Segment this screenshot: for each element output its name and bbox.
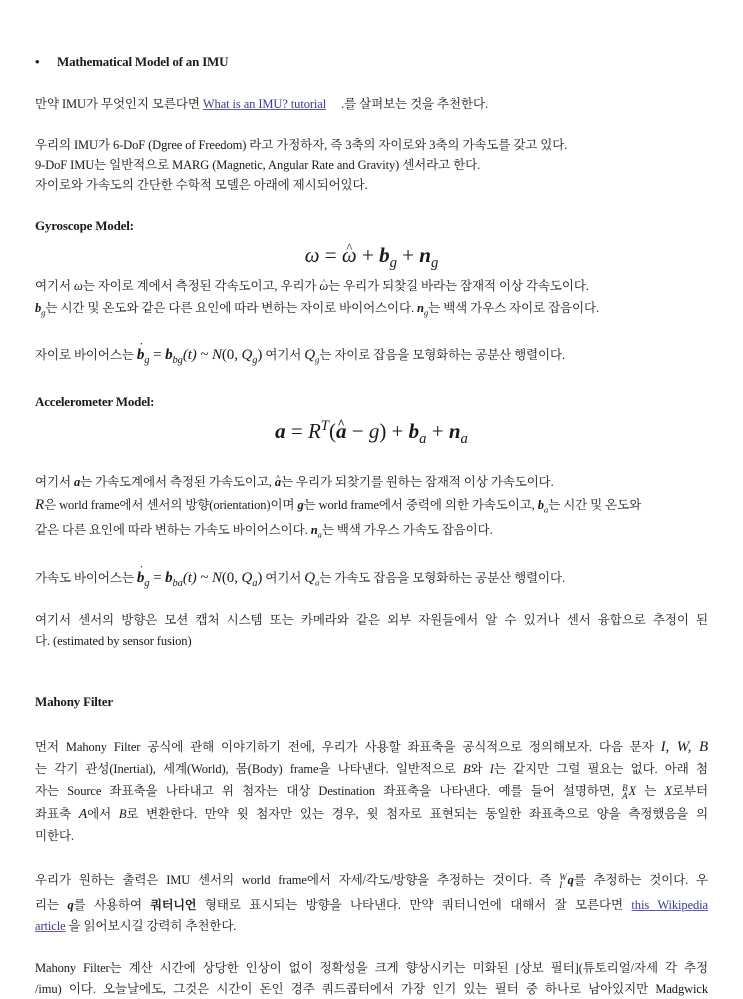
gyro-desc-line-1 [35,278,708,294]
subscript: g [144,578,150,589]
frame-symbols: I, W, B [660,739,709,755]
mahony-heading: Mahony Filter [35,694,113,709]
x-symbol: X [628,784,637,798]
b-frame-symbol: B [118,807,127,821]
mahony-p3-line-1: Mahony Filter는 계산 시간에 상당한 인상이 없이 정확성을 크게 향상시키는 미화된 [상보 필터](튜토리얼/자세 각 추정 [35,961,708,975]
section-title: Mathematical Model of an IMU [57,54,229,69]
text: 여기서 [265,571,305,585]
noise-symbol: n [310,523,318,537]
section-heading-imu-model [35,54,708,70]
bias-symbol: b [537,498,544,512]
mahony-p1-line-1 [35,739,708,755]
accel-bias-line [35,570,708,589]
mahony-p1-line-3 [35,783,708,800]
text: 로 변환한다. 만약 윗 첨자만 있는 경우, 윗 첨자로 표현되는 동일한 좌표축으로 양을 측정했음을 의 [126,807,708,821]
subscript: A [622,791,628,802]
text: 여기서 [35,475,74,489]
gyro-heading: Gyroscope Model: [35,218,134,233]
text: 형태로 표시되는 방향을 나타낸다. 만약 쿼터니언에 대해서 잘 모른다면 [196,898,632,912]
text: 는 우리가 되찾기를 원하는 잠재적 이상 가속도이다. [281,475,554,489]
bullet-icon: • [35,54,40,69]
accel-heading: Accelerometer Model: [35,394,155,409]
mahony-p1-line-4 [35,806,708,823]
text: 는 자이로 계에서 측정된 각속도이고, 우리가 [82,279,320,293]
quaternion-bold-text: 쿼터니언 [150,898,197,912]
a-symbol: a [73,475,81,489]
intro-text-after: .를 살펴보는 것을 추천한다. [338,97,488,111]
wikipedia-link[interactable]: this Wikipedia [631,898,708,912]
mahony-p2-line-1 [35,872,708,889]
subscript: bg [172,355,183,366]
text: 는 백색 가우스 자이로 잡음이다. [428,301,599,315]
text: 가속도 바이어스는 [35,571,137,585]
text: 로부터 [672,784,708,798]
text: 는 백색 가우스 가속도 잡음이다. [321,523,493,537]
text: 에서 [87,807,119,821]
subscript: g [423,307,429,318]
accel-desc-line-3 [35,522,708,538]
bias-symbol: b [35,301,42,315]
wikipedia-link-article[interactable]: article [35,919,66,933]
text: 는 각기 관성(Inertial), 세계(World), 몸(Body) frame을 나타낸다. 일반적으로 [35,762,463,776]
q-symbol: q [567,873,574,887]
paragraph-line: 자이로와 가속도의 간단한 수학적 모델은 아래에 제시되어있다. [35,178,368,192]
gyro-bias-formula: ˙ $b_g = b_{bg}(t)$ ~ N(0, $Q_g$) [137,347,262,363]
accel-bias-formula: ˙ $b_g = b_{ba}(t)$ ~ N(0, $Q_a$) [137,570,262,586]
mahony-p2-line-3 [35,918,708,934]
subscript: a [543,504,549,515]
intro-paragraph [35,96,708,112]
mahony-p2-line-2 [35,897,708,913]
frame-transform-notation [622,784,627,800]
text: 는 가속도 잡음을 모형화하는 공분산 행렬이다. [319,571,565,585]
text: 는 world frame에서 중력에 의한 가속도이고, [303,498,538,512]
text: 는 자이로 잡음을 모형화하는 공분산 행렬이다. [319,348,565,362]
text: 여기서 [35,279,74,293]
subscript: g [315,354,320,365]
accel-formula: $a = R^T(\^{}$ $a - g) + b_a + n_a$ [0,418,743,444]
q-symbol: q [67,898,74,912]
text: 여기서 [265,348,305,362]
orientation-line-2: 다. (estimated by sensor fusion) [35,634,192,648]
omega-symbol: ω [73,279,83,293]
text: 와 [470,762,490,776]
mahony-p1-line-5: 미한다. [35,829,74,843]
g-symbol: g [297,498,304,512]
i-symbol: I [489,762,494,776]
text: 같은 다른 요인에 따라 변하는 가속도 바이어스이다. [35,523,311,537]
subscript: a [315,577,320,588]
text: 을 읽어보시길 강력히 추천한다. [65,919,237,933]
subscript: g [252,355,258,366]
mahony-p3-line-2: /imu) 이다. 오늘날에도, 그것은 시간이 돈인 경주 쿼드콥터에서 가장 인기 있는 필터 중 하나로 남아있지만 Madgwick [35,982,708,996]
orientation-line-1: 여기서 센서의 방향은 모션 캡처 시스템 또는 카메라와 같은 외부 자원들에서 알 수 있거나 센서 융합으로 추정이 된 [35,613,708,627]
text: 우리가 원하는 출력은 IMU 센서의 world frame에서 자세/각도/방향을 추정하는 것이다. 즉 [35,873,560,887]
omega-hat-symbol: ^ ω [319,278,328,294]
subscript: g [144,355,150,366]
text: 은 world frame에서 센서의 방향(orientation)이며 [44,498,298,512]
gyro-formula: ω = ^ $\omega + b_g + n_g$ [0,242,743,268]
text: 는 같지만 그럴 필요는 없다. 아래 첨 [493,762,708,776]
noise-symbol: n [417,301,424,315]
text: 자는 Source 좌표축을 나타내고 위 첨자는 대상 Destination 좌표축을 나타낸다. 예를 들어 설명하면, [35,784,623,798]
text: 는 시간 및 온도와 [548,498,642,512]
imu-tutorial-link[interactable]: What is an IMU? tutorial [202,97,327,111]
text: 는 우리가 되찾길 바라는 잠재적 이상 각속도이다. [328,279,589,293]
text: 리는 [35,898,68,912]
b-symbol: B [463,762,471,776]
subscript: a [317,529,322,540]
text: 자이로 바이어스는 [35,348,137,362]
intro-text: 만약 IMU가 무엇인지 모른다면 [35,97,203,111]
text: 는 시간 및 온도와 같은 다른 요인에 따라 변하는 자이로 바이어스이다. [45,301,418,315]
x-symbol: X [664,784,673,798]
text: 좌표축 [35,807,79,821]
subscript: a [252,578,258,589]
gyro-desc-line-2 [35,300,708,316]
text: 먼저 Mahony Filter 공식에 관해 이야기하기 전에, 우리가 사용할 좌표축을 공식적으로 정의해보자. 다음 문자 [35,740,661,754]
accel-desc-line-1 [35,474,708,490]
r-symbol: R [35,497,45,513]
accel-desc-line-2 [35,497,708,513]
superscript: B [622,783,628,794]
text: 를 사용하여 [73,898,151,912]
quaternion-frame-notation [559,873,566,889]
subscript: I [559,880,563,891]
a-frame-symbol: A [78,807,88,822]
subscript: ba [172,578,183,589]
text: 는 가속도계에서 측정된 가속도이고, [80,475,275,489]
text: 를 추정하는 것이다. 우 [573,873,708,887]
q-symbol: Q [304,570,316,586]
paragraph-line: 우리의 IMU가 6-DoF (Dgree of Freedom) 라고 가정하자, 즉 3축의 자이로와 3축의 가속도를 갖고 있다. [35,138,568,152]
a-hat-symbol: ^ a [275,474,281,490]
gyro-bias-line [35,347,708,366]
superscript: W [559,872,567,883]
q-symbol: Q [304,347,316,363]
paragraph-line: 9-DoF IMU는 일반적으로 MARG (Magnetic, Angular Rate and Gravity) 센서라고 한다. [35,158,481,172]
subscript: g [41,307,46,318]
mahony-p1-line-2 [35,761,708,777]
text: 는 [636,784,665,798]
